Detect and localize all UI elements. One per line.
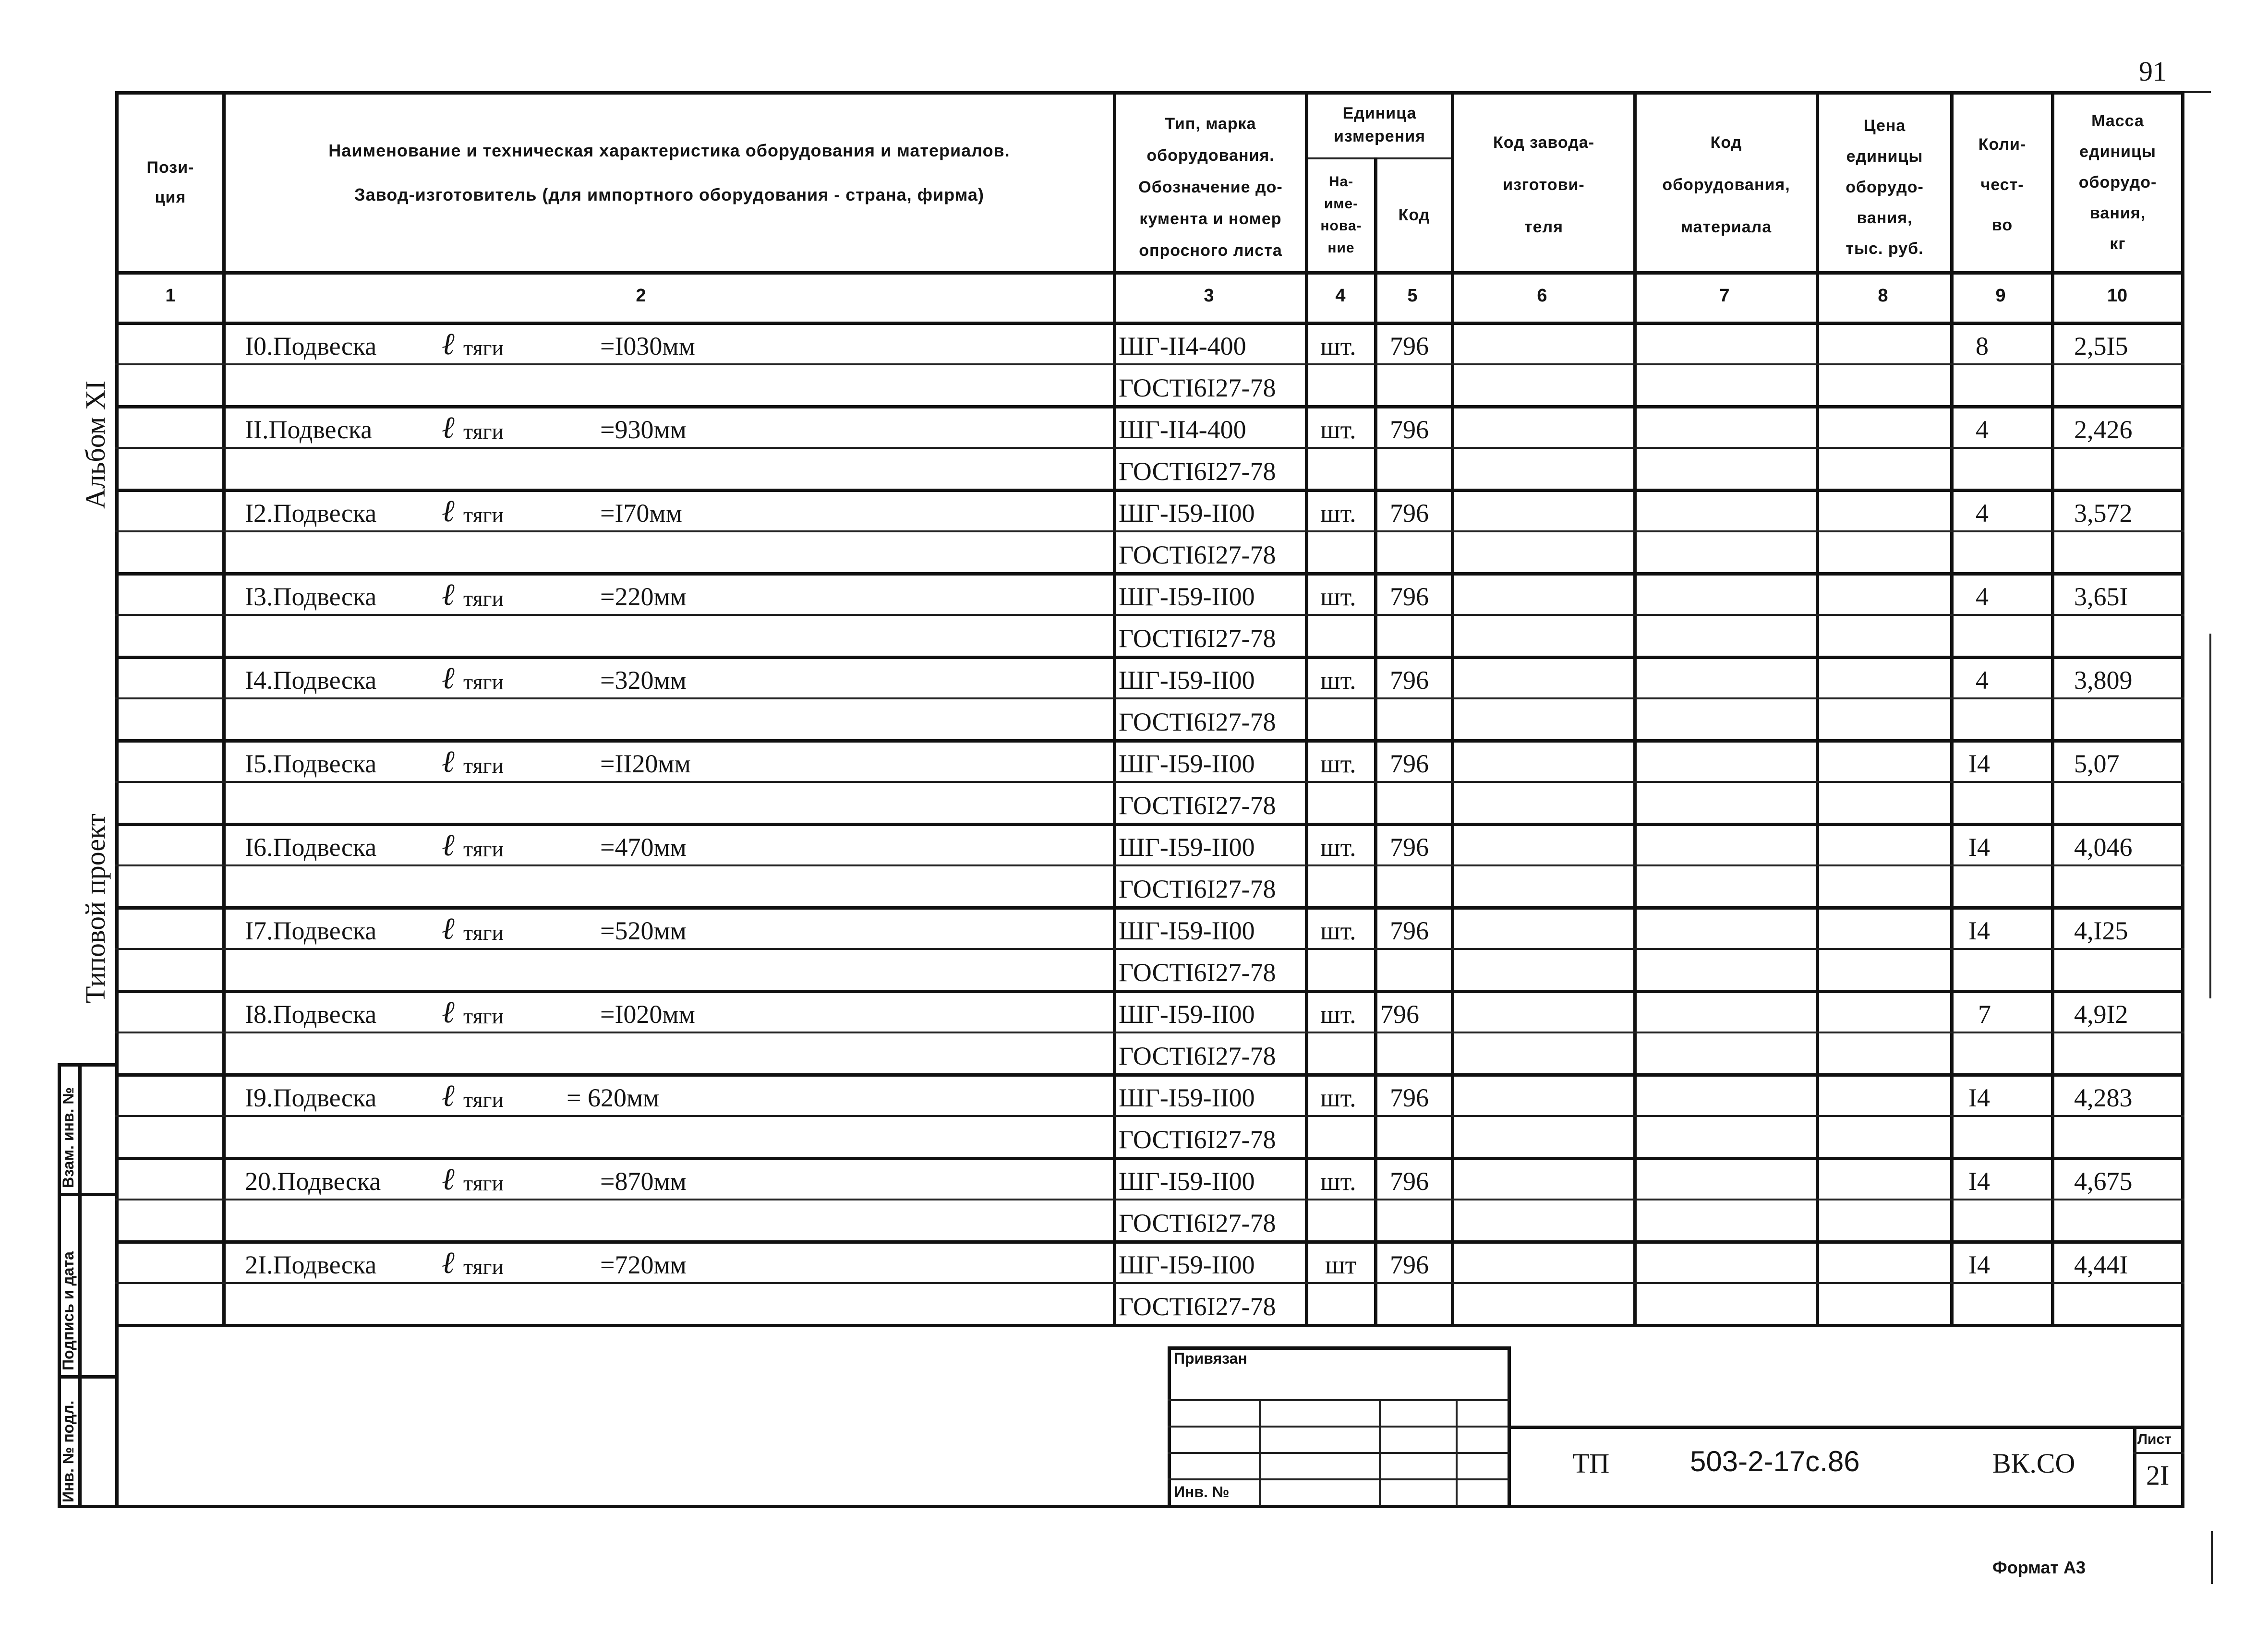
table-row (0, 906, 2268, 990)
document-ref: ГОСТI6I27-78 (1119, 1042, 1276, 1070)
colnum-9: 9 (1995, 286, 2006, 306)
type-mark: ШГ-I59-II00 (1119, 1250, 1255, 1279)
document-ref: ГОСТI6I27-78 (1119, 1209, 1276, 1237)
privyazan-line (1168, 1399, 1509, 1401)
length-value: =320мм (600, 666, 687, 695)
table-row (0, 990, 2268, 1073)
title-block-top (1508, 1426, 2184, 1429)
item-name: 2I.Подвеска (245, 1250, 377, 1279)
length-value: =220мм (600, 582, 687, 611)
table-row (0, 405, 2268, 489)
stamp-divider (58, 1375, 119, 1379)
length-symbol: ℓ (442, 1246, 455, 1280)
quantity: 4 (1976, 582, 1989, 611)
unit-code: 796 (1390, 1167, 1429, 1196)
item-name: II.Подвеска (245, 415, 373, 444)
quantity: 4 (1976, 415, 1989, 444)
privyazan-label: Привязан (1174, 1350, 1247, 1367)
table-row (0, 1240, 2268, 1324)
unit-mass: 2,5I5 (2074, 332, 2128, 360)
type-mark: ШГ-I59-II00 (1119, 833, 1255, 862)
frame-bottom (58, 1505, 2184, 1508)
header-name: Наименование и техническая характеристика оборудования и материалов. Завод-изготовитель (для импортного оборудования - страна, фирма) (328, 141, 1010, 204)
quantity: 7 (1978, 1000, 1991, 1029)
table-row (0, 322, 2268, 405)
unit-code: 796 (1390, 582, 1429, 611)
colnum-1: 1 (165, 286, 176, 306)
unit-code: 796 (1390, 415, 1429, 444)
length-subscript: тяги (463, 920, 504, 945)
document-ref: ГОСТI6I27-78 (1119, 457, 1276, 486)
quantity: I4 (1968, 1083, 1990, 1112)
type-mark: ШГ-I59-II00 (1119, 499, 1255, 528)
unit-mass: 4,046 (2074, 833, 2133, 862)
table-row (0, 1157, 2268, 1240)
quantity: 8 (1976, 332, 1989, 360)
stamp-inner-edge (78, 1063, 82, 1508)
unit-name: шт. (1320, 1000, 1356, 1029)
table-row (0, 656, 2268, 739)
table-row (0, 739, 2268, 823)
inv-no-label: Инв. № (1174, 1483, 1230, 1500)
length-value: = 620мм (567, 1083, 660, 1112)
unit-name: шт. (1320, 916, 1356, 945)
document-number: 503-2-17с.86 (1690, 1445, 1860, 1477)
length-value: =520мм (600, 916, 687, 945)
header-bottom-line (115, 271, 2184, 275)
length-subscript: тяги (463, 586, 504, 611)
stamp-label-replace: Взам. инв. № (60, 1087, 77, 1188)
unit-code: 796 (1390, 749, 1429, 778)
album-label: Альбом XI (80, 380, 111, 509)
type-mark: ШГ-II4-400 (1119, 332, 1246, 360)
length-subscript: тяги (463, 753, 504, 778)
length-symbol: ℓ (442, 1079, 455, 1113)
length-subscript: тяги (463, 670, 504, 694)
unit-mass: 3,572 (2074, 499, 2133, 528)
sheet-box-divider (2133, 1452, 2184, 1454)
header-equipment-code: Код оборудования, материала (1662, 133, 1790, 236)
stamp-label-original: Инв. № подл. (60, 1400, 77, 1502)
colnum-2: 2 (636, 286, 646, 306)
unit-name: шт. (1320, 415, 1356, 444)
quantity: I4 (1968, 916, 1990, 945)
length-symbol: ℓ (442, 661, 455, 695)
privyazan-line (1168, 1426, 1509, 1428)
type-mark: ШГ-I59-II00 (1119, 749, 1255, 778)
unit-code: 796 (1390, 666, 1429, 695)
unit-code: 796 (1380, 1000, 1419, 1029)
privyazan-col (1456, 1399, 1458, 1506)
quantity: I4 (1968, 1250, 1990, 1279)
colnum-3: 3 (1204, 286, 1214, 306)
document-ref: ГОСТI6I27-78 (1119, 958, 1276, 987)
unit-name: шт. (1320, 749, 1356, 778)
item-name: I6.Подвеска (245, 833, 377, 862)
length-subscript: тяги (463, 1254, 504, 1279)
colnum-7: 7 (1719, 286, 1730, 306)
length-symbol: ℓ (442, 327, 455, 361)
document-ref: ГОСТI6I27-78 (1119, 708, 1276, 736)
scan-edge-line (2211, 1531, 2213, 1584)
row-line (115, 1324, 2184, 1327)
item-name: 20.Подвеска (245, 1167, 381, 1196)
sheet-box-left (2133, 1426, 2136, 1507)
unit-mass: 5,07 (2074, 749, 2120, 778)
length-symbol: ℓ (442, 828, 455, 862)
length-subscript: тяги (463, 336, 504, 360)
unit-code: 796 (1390, 499, 1429, 528)
unit-name: шт. (1320, 833, 1356, 862)
format-label: Формат А3 (1992, 1558, 2086, 1577)
unit-code: 796 (1390, 1083, 1429, 1112)
item-name: I8.Подвеска (245, 1000, 377, 1029)
quantity: I4 (1968, 749, 1990, 778)
colnum-8: 8 (1878, 286, 1888, 306)
colnum-10: 10 (2107, 286, 2128, 306)
header-price: Цена единицы оборудо- вания, тыс. руб. (1846, 117, 1924, 258)
item-name: I7.Подвеска (245, 916, 377, 945)
table-row (0, 823, 2268, 906)
length-value: =720мм (600, 1250, 687, 1279)
tp-label: ТП (1572, 1448, 1610, 1479)
unit-mass: 3,65I (2074, 582, 2128, 611)
length-value: =I030мм (600, 332, 695, 360)
length-value: =II20мм (600, 749, 691, 778)
header-mass: Масса единицы оборудо- вания, кг (2078, 112, 2157, 253)
document-ref: ГОСТI6I27-78 (1119, 624, 1276, 653)
unit-name: шт. (1320, 499, 1356, 528)
type-mark: ШГ-I59-II00 (1119, 666, 1255, 695)
header-type: Тип, марка оборудования. Обозначение до- кумента и номер опросного листа (1138, 115, 1283, 260)
length-subscript: тяги (463, 419, 504, 444)
frame-top (115, 91, 2184, 95)
table-row (0, 572, 2268, 656)
length-value: =870мм (600, 1167, 687, 1196)
type-mark: ШГ-I59-II00 (1119, 1000, 1255, 1029)
header-unit-code: Код (1398, 205, 1430, 224)
item-name: I3.Подвеска (245, 582, 377, 611)
length-subscript: тяги (463, 1087, 504, 1112)
unit-mass: 3,809 (2074, 666, 2133, 695)
length-symbol: ℓ (442, 912, 455, 946)
length-symbol: ℓ (442, 995, 455, 1029)
type-mark: ШГ-II4-400 (1119, 415, 1246, 444)
header-factory-code: Код завода- изготови- теля (1493, 133, 1595, 236)
item-name: I5.Подвеска (245, 749, 377, 778)
type-mark: ШГ-I59-II00 (1119, 1083, 1255, 1112)
header-unit: Единица измерения (1334, 104, 1425, 145)
document-mark: ВК.СО (1992, 1448, 2075, 1479)
unit-mass: 4,44I (2074, 1250, 2128, 1279)
unit-code: 796 (1390, 833, 1429, 862)
length-value: =470мм (600, 833, 687, 862)
header-unit-name: На- име- нова- ние (1320, 173, 1362, 256)
unit-name: шт. (1320, 1167, 1356, 1196)
sheet-number: 2I (2146, 1460, 2170, 1491)
unit-name: шт. (1320, 332, 1356, 360)
unit-code: 796 (1390, 332, 1429, 360)
length-symbol: ℓ (442, 577, 455, 612)
length-subscript: тяги (463, 1004, 504, 1028)
header-quantity: Коли- чест- во (1978, 135, 2027, 234)
colnum-4: 4 (1335, 286, 1346, 306)
document-ref: ГОСТI6I27-78 (1119, 875, 1276, 903)
unit-mass: 4,9I2 (2074, 1000, 2128, 1029)
scan-edge-line (2209, 634, 2211, 998)
length-subscript: тяги (463, 837, 504, 861)
length-subscript: тяги (463, 1171, 504, 1195)
document-ref: ГОСТI6I27-78 (1119, 791, 1276, 820)
colnum-5: 5 (1407, 286, 1418, 306)
quantity: I4 (1968, 1167, 1990, 1196)
unit-name: шт. (1320, 1083, 1356, 1112)
item-name: I4.Подвеска (245, 666, 377, 695)
page-mark: 91 (2139, 56, 2167, 87)
length-value: =I70мм (600, 499, 682, 528)
quantity: 4 (1976, 666, 1989, 695)
quantity: 4 (1976, 499, 1989, 528)
length-symbol: ℓ (442, 744, 455, 779)
stamp-label-signature: Подпись и дата (60, 1251, 77, 1370)
privyazan-line (1168, 1452, 1509, 1454)
type-mark: ШГ-I59-II00 (1119, 582, 1255, 611)
document-ref: ГОСТI6I27-78 (1119, 373, 1276, 402)
document-ref: ГОСТI6I27-78 (1119, 1125, 1276, 1154)
length-symbol: ℓ (442, 494, 455, 528)
unit-code: 796 (1390, 1250, 1429, 1279)
unit-mass: 4,283 (2074, 1083, 2133, 1112)
privyazan-top (1168, 1346, 1509, 1350)
type-mark: ШГ-I59-II00 (1119, 1167, 1255, 1196)
unit-mass: 4,I25 (2074, 916, 2128, 945)
unit-name: шт. (1320, 582, 1356, 611)
unit-name: шт. (1320, 666, 1356, 695)
item-name: I9.Подвеска (245, 1083, 377, 1112)
quantity: I4 (1968, 833, 1990, 862)
stamp-top (58, 1063, 119, 1067)
stamp-divider (58, 1193, 119, 1196)
length-symbol: ℓ (442, 1162, 455, 1196)
item-name: I2.Подвеска (245, 499, 377, 528)
item-name: I0.Подвеска (245, 332, 377, 360)
privyazan-col (1379, 1399, 1381, 1506)
sheet-label: Лист (2137, 1431, 2171, 1447)
project-label: Типовой проект (80, 814, 111, 1003)
table-row (0, 1073, 2268, 1157)
unit-code: 796 (1390, 916, 1429, 945)
document-ref: ГОСТI6I27-78 (1119, 1292, 1276, 1321)
type-mark: ШГ-I59-II00 (1119, 916, 1255, 945)
colnum-6: 6 (1537, 286, 1547, 306)
header-position: Пози- ция (146, 158, 194, 206)
length-value: =930мм (600, 415, 687, 444)
unit-mass: 4,675 (2074, 1167, 2133, 1196)
length-subscript: тяги (463, 503, 504, 527)
unit-subheader-line (1305, 157, 1453, 159)
privyazan-col (1259, 1399, 1261, 1506)
privyazan-line (1168, 1478, 1509, 1480)
document-ref: ГОСТI6I27-78 (1119, 540, 1276, 569)
table-row (0, 489, 2268, 572)
unit-mass: 2,426 (2074, 415, 2133, 444)
length-symbol: ℓ (442, 410, 455, 444)
unit-name: шт (1325, 1250, 1357, 1279)
length-value: =I020мм (600, 1000, 695, 1029)
